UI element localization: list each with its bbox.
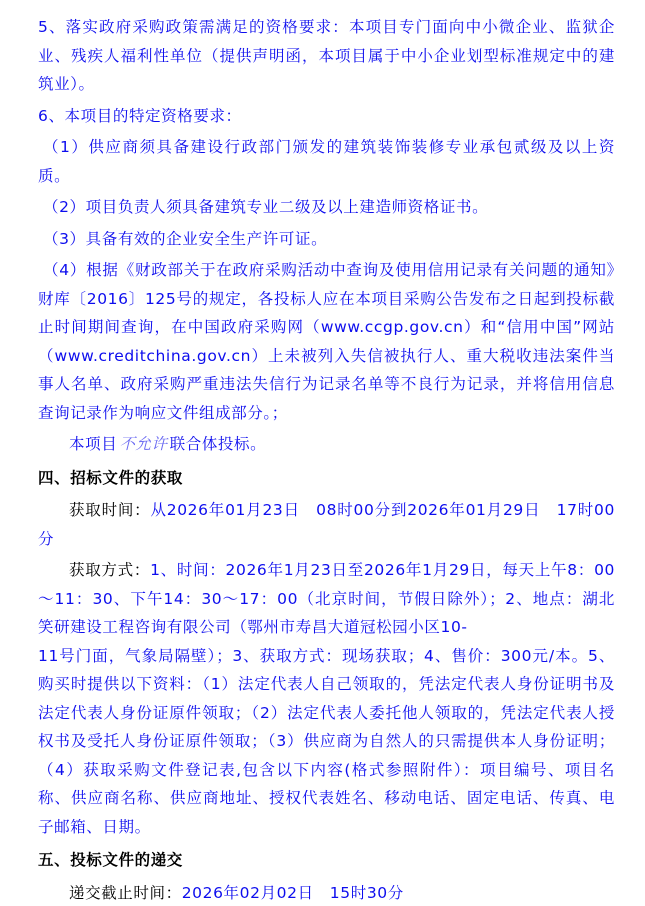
clause-5-policy-requirements: 5、落实政府采购政策需满足的资格要求：本项目专门面向中小微企业、监狱企业、残疾人福利性单位（提供声明函，本项目属于中小企业划型标准规定中的建筑业）。 <box>38 18 615 93</box>
obtain-method-value-part2: 11号门面，气象局隔壁）；3、获取方式：现场获取；4、售价：300元/本。5、购买时提供以下资料：（1）法定代表人自己领取的，凭法定代表人身份证明书及法定代表人身份证原件领取；（2）法定代表人委托他人领取的，凭法定代表人授权书及受托人身份证原件领取；（3）供应商为自然人的只需提供本人身份证明；（4）获取采购文件登记表,包含以下内容(格式参照附件）：项目编号、项目名称、供应商名称、供应商地址、授权代表姓名、移动电话、固定电话、传真、电子邮箱、日期。 <box>38 646 615 836</box>
obtain-method-paragraph <box>38 556 615 841</box>
requirement-item-2: （2）项目负责人须具备建筑专业二级及以上建造师资格证书。 <box>43 198 489 216</box>
requirement-item-4-credit-records: （4）根据《财政部关于在政府采购活动中查询及使用信用记录有关问题的通知》财库〔2016〕125号的规定，各投标人应在本项目采购公告发布之日起到投标截止时间期间查询，在中国政府采购网（www.ccgp.gov.cn）和“信用中国”网站（www.creditchina.gov.cn）上未被列入失信被执行人、重大税收违法案件当事人名单、政府采购严重违法失信行为记录名单等不良行为记录，并将信用信息查询记录作为响应文件组成部分。； <box>38 261 615 422</box>
joint-bid-statement <box>38 430 615 459</box>
obtain-time-label: 获取时间： <box>69 501 151 519</box>
submit-deadline-line <box>38 879 615 906</box>
joint-bid-suffix: 联合体投标。 <box>169 435 267 453</box>
requirement-item-1: （1）供应商须具备建设行政部门颁发的建筑装饰装修专业承包贰级及以上资质。 <box>38 138 615 185</box>
joint-bid-prefix: 本项目 <box>69 435 118 453</box>
section-4-heading: 四、招标文件的获取 <box>38 468 183 487</box>
obtain-time-value: 从2026年01月23日 08时00分到2026年01月29日 17时00分 <box>38 501 615 548</box>
obtain-method-value-part1: 1、时间：2026年1月23日至2026年1月29日，每天上午8：00～11：30、下午14：30～17：00（北京时间，节假日除外）；2、地点：湖北笑研建设工程咨询有限公司（鄂州市寿昌大道冠松园小区10- <box>38 561 615 636</box>
requirement-item-3: （3）具备有效的企业安全生产许可证。 <box>43 229 328 248</box>
not-allowed-emphasis: 不允许 <box>119 435 168 453</box>
obtain-method-label: 获取方式： <box>69 561 151 579</box>
obtain-time-line <box>38 496 615 553</box>
clause-6-specific-requirements-intro: 6、本项目的特定资格要求： <box>38 106 242 125</box>
submit-deadline-value: 2026年02月02日 15时30分 <box>181 883 404 902</box>
section-5-heading: 五、投标文件的递交 <box>38 851 183 869</box>
submit-deadline-label: 递交截止时间： <box>69 883 182 902</box>
